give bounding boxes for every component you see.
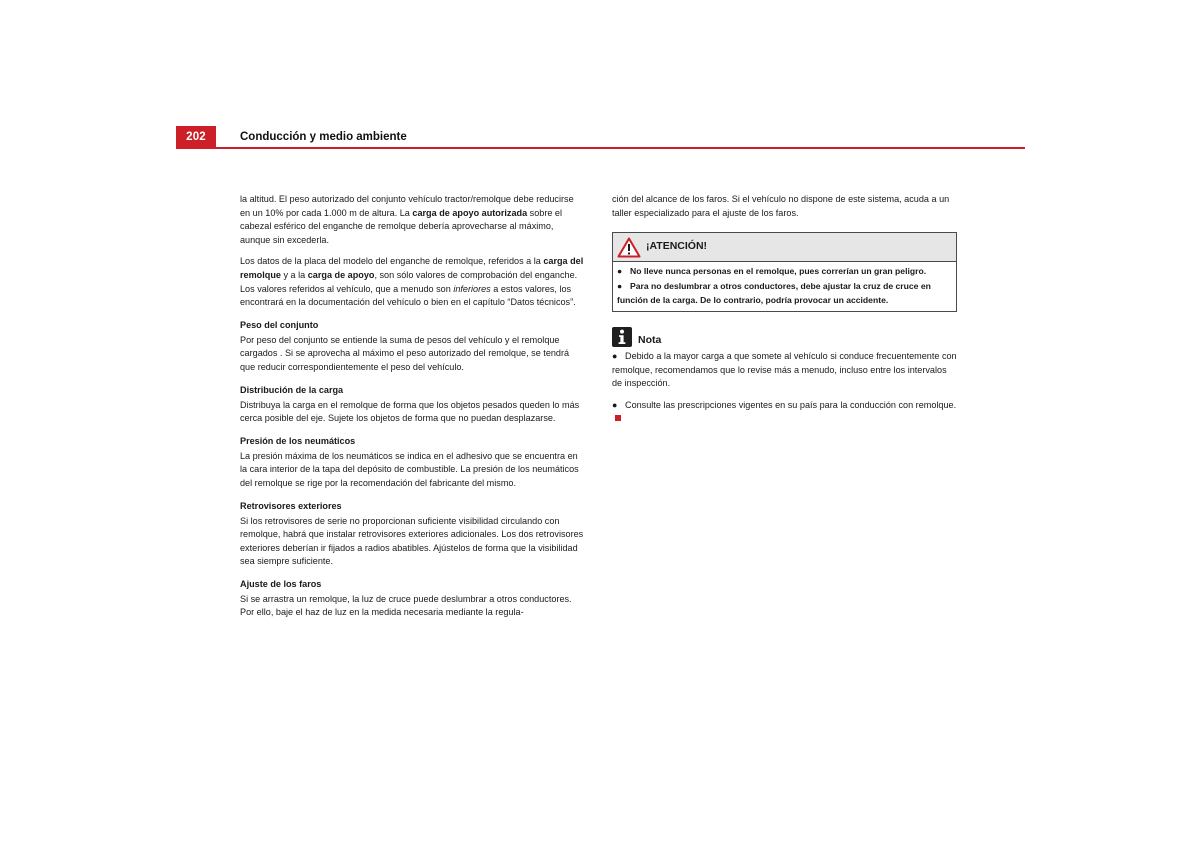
paragraph-altitude: la altitud. El peso autorizado del conjunto vehículo tractor/remolque debe reducirse en un 10% por cada 1.000 m de altura. La carga de apoyo autorizada sobre el cabezal esférico del enganche de remolque debería aprovecharse al máximo, aunque sin excederla. [240, 194, 574, 245]
section-text: Distribuya la carga en el remolque de forma que los objetos pesados queden lo más cerca posible del eje. Sujete los objetos de forma que no puedan desplazarse. [240, 399, 580, 424]
paragraph-continuation: ción del alcance de los faros. Si el vehículo no dispone de este sistema, acuda a un taller especializado para el ajuste de los faros. [612, 194, 950, 218]
page-header [176, 126, 1025, 149]
warning-triangle-icon [617, 237, 641, 258]
note-item: ● Consulte las prescripciones vigentes en su país para la conducción con remolque. [612, 399, 957, 426]
section-heading: Ajuste de los faros [240, 578, 322, 589]
section-text: Si se arrastra un remolque, la luz de cruce puede deslumbrar a otros conductores. Por ello, baje el haz de luz en la medida necesaria mediante la regula- [240, 593, 572, 618]
section-text: Si los retrovisores de serie no proporcionan suficiente visibilidad circulando con remolque, habrá que instalar retrovisores exteriores adicionales. Los dos retrovisores exteriores deberían ir fijados a radios abatibles. Ajústelos de forma que la visibilidad sea siempre suficiente. [240, 515, 584, 567]
warning-header [613, 233, 956, 262]
right-column [612, 193, 957, 434]
section-text: La presión máxima de los neumáticos se indica en el adhesivo que se encuentra en la cara interior de la tapa del depósito de combustible. La presión de los neumáticos del remolque se rige por la recomendación del fabricante del mismo. [240, 450, 579, 488]
warning-title: ¡ATENCIÓN! [646, 240, 708, 253]
warning-item: ● Para no deslumbrar a otros conductores, debe ajustar la cruz de cruce en función de la carga. De lo contrario, podría provocar un accidente. [617, 281, 931, 305]
note-header [612, 327, 957, 347]
info-icon [612, 327, 632, 347]
left-column [240, 193, 585, 628]
section-text: Por peso del conjunto se entiende la suma de pesos del vehículo y el remolque cargados . Si se aprovecha al máximo el peso autorizado del remolque, se tendrá que reducir correspondientemente el peso del vehículo. [240, 334, 570, 372]
section-heading: Peso del conjunto [240, 319, 319, 330]
header-rule [216, 147, 1025, 149]
page-number: 202 [176, 126, 216, 149]
warning-item: ● No lleve nunca personas en el remolque, pues correrían un gran peligro. [617, 266, 927, 277]
chapter-title: Conducción y medio ambiente [240, 131, 407, 143]
note-title: Nota [638, 334, 662, 347]
end-of-section-mark [615, 415, 621, 421]
section-heading: Distribución de la carga [240, 384, 344, 395]
paragraph-placa: Los datos de la placa del modelo del enganche de remolque, referidos a la carga del remolque y a la carga de apoyo, son sólo valores de comprobación del enganche. Los valores referidos al vehículo, que a menudo son inferiores a estos valores, los encontrará en la documentación del vehículo o bien en el capítulo “Datos técnicos”. [240, 256, 584, 308]
note-item: ● Debido a la mayor carga a que somete al vehículo si conduce frecuentemente con remolque, recomendamos que lo revise más a menudo, incluso entre los intervalos de inspección. [612, 351, 957, 389]
note-section [612, 327, 957, 426]
section-heading: Retrovisores exteriores [240, 500, 342, 511]
section-heading: Presión de los neumáticos [240, 435, 356, 446]
warning-body [613, 262, 956, 311]
warning-box [612, 232, 957, 312]
